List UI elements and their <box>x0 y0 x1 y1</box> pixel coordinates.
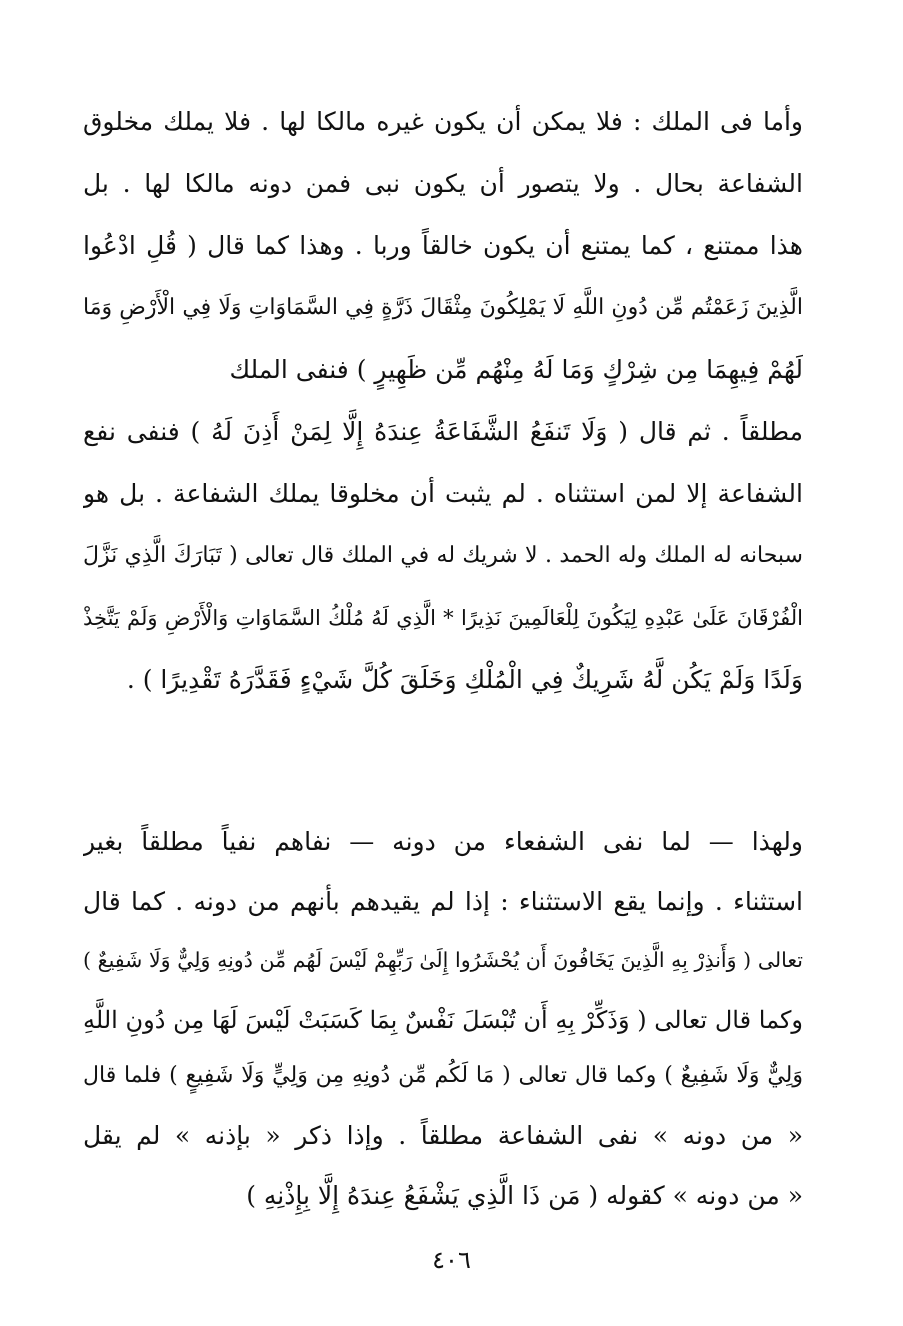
verse-line: الْفُرْقَانَ عَلَىٰ عَبْدِهِ لِيَكُونَ لِلْعَالَمِينَ نَذِيرًا * الَّذِي لَهُ مُلْكُ السَّمَاوَاتِ وَالْأَرْضِ وَلَمْ يَتَّخِذْ <box>83 606 803 630</box>
verse-line: وَلِيٌّ وَلَا شَفِيعٌ ) وكما قال تعالى ( مَا لَكُم مِّن دُونِهِ مِن وَلِيٍّ وَلَا شَفِيعٍ ) فلما قال <box>83 1063 803 1088</box>
verse-line: وَلَدًا وَلَمْ يَكُن لَّهُ شَرِيكٌ فِي الْمُلْكِ وَخَلَقَ كُلَّ شَيْءٍ فَقَدَّرَهُ تَقْدِيرًا ) . <box>126 665 803 694</box>
page-number: ٤٠٦ <box>432 1246 471 1274</box>
verse-line: « من دونه » كقوله ( مَن ذَا الَّذِي يَشْفَعُ عِندَهُ إِلَّا بِإِذْنِهِ ) <box>246 1181 803 1210</box>
text-line: الشفاعة إلا لمن استثناه . لم يثبت أن مخلوقا يملك الشفاعة . بل هو <box>83 479 803 508</box>
verse-line: لَهُمْ فِيهِمَا مِن شِرْكٍ وَمَا لَهُ مِنْهُم مِّن ظَهِيرٍ ) فنفى الملك <box>229 355 803 384</box>
verse-line: تعالى ( وَأَنذِرْ بِهِ الَّذِينَ يَخَافُونَ أَن يُحْشَرُوا إِلَىٰ رَبِّهِمْ لَيْسَ لَهُم مِّن دُونِهِ وَلِيٌّ وَلَا شَفِيعٌ ) <box>83 948 803 972</box>
text-line: سبحانه له الملك وله الحمد . لا شريك له في الملك قال تعالى ( تَبَارَكَ الَّذِي نَزَّلَ <box>83 543 803 568</box>
text-line: وأما فى الملك : فلا يمكن أن يكون غيره مالكا لها . فلا يملك مخلوق <box>83 107 803 136</box>
text-line: « من دونه » نفى الشفاعة مطلقاً . وإذا ذكر « بإذنه » لم يقل <box>83 1121 803 1150</box>
text-line: الشفاعة بحال . ولا يتصور أن يكون نبى فمن دونه مالكا لها . بل <box>83 169 803 198</box>
text-line: مطلقاً . ثم قال ( وَلَا تَنفَعُ الشَّفَاعَةُ عِندَهُ إِلَّا لِمَنْ أَذِنَ لَهُ ) فنفى نفع <box>83 417 803 446</box>
verse-line: الَّذِينَ زَعَمْتُم مِّن دُونِ اللَّهِ لَا يَمْلِكُونَ مِثْقَالَ ذَرَّةٍ فِي السَّمَاوَاتِ وَلَا فِي الْأَرْضِ وَمَا <box>83 295 803 320</box>
text-line: ولهذا — لما نفى الشفعاء من دونه — نفاهم نفياً مطلقاً بغير <box>83 827 803 856</box>
text-line: هذا ممتنع ، كما يمتنع أن يكون خالقاً وربا . وهذا كما قال ( قُلِ ادْعُوا <box>83 231 803 260</box>
verse-line: وكما قال تعالى ( وَذَكِّرْ بِهِ أَن تُبْسَلَ نَفْسٌ بِمَا كَسَبَتْ لَيْسَ لَهَا مِن دُونِ اللَّهِ <box>83 1006 803 1034</box>
text-line: استثناء . وإنما يقع الاستثناء : إذا لم يقيدهم بأنهم من دونه . كما قال <box>83 887 803 916</box>
